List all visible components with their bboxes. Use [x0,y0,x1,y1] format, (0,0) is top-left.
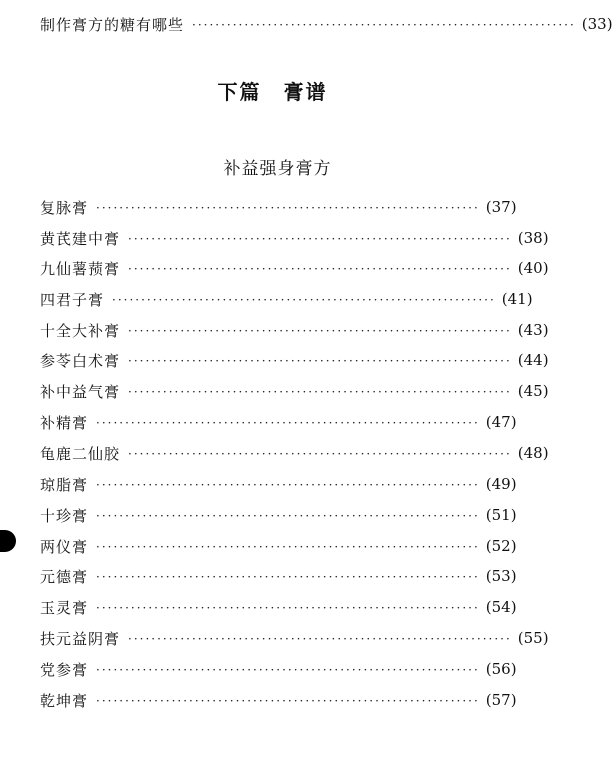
dot-leader: ·································································· [192,18,576,32]
dot-leader: ·································································· [96,663,480,677]
entry-page-number: (43) [517,321,549,339]
entry-title: 四君子膏 [40,290,105,309]
entry-page-number: (33) [581,15,613,33]
entry-page-number: (49) [485,475,517,493]
toc-entry [40,287,533,311]
dot-leader: ·································································· [96,694,480,708]
dot-leader: ·································································· [96,201,480,215]
entry-title: 党参膏 [40,660,89,679]
part-heading: 下篇 膏谱 [217,80,328,104]
toc-entry [40,564,517,588]
entry-title: 元德膏 [40,567,89,586]
entry-page-number: (40) [517,259,549,277]
dot-leader: ·································································· [96,509,480,523]
entry-page-number: (55) [517,629,549,647]
dot-leader: ·································································· [128,354,512,368]
toc-entry [40,688,517,712]
entry-page-number: (52) [485,537,517,555]
dot-leader: ·································································· [128,232,512,246]
entry-title: 参苓白术膏 [40,351,121,370]
toc-entry [40,226,549,250]
entry-title: 两仪膏 [40,537,89,556]
toc-entry [40,318,549,342]
entry-page-number: (56) [485,660,517,678]
entry-title: 玉灵膏 [40,598,89,617]
section-heading: 补益强身膏方 [223,159,332,179]
entry-page-number: (44) [517,351,549,369]
dot-leader: ·································································· [96,570,480,584]
entry-title: 制作膏方的糖有哪些 [40,15,185,34]
entry-page-number: (51) [485,506,517,524]
entry-page-number: (47) [485,413,517,431]
entry-page-number: (45) [517,382,549,400]
toc-entry [40,534,517,558]
dot-leader: ·································································· [128,632,512,646]
dot-leader: ·································································· [96,416,480,430]
dot-leader: ·································································· [128,385,512,399]
entry-page-number: (48) [517,444,549,462]
dot-leader: ·································································· [128,262,512,276]
toc-entry [40,348,549,372]
toc-entry [40,441,549,465]
entry-title: 黄芪建中膏 [40,229,121,248]
toc-entry [40,256,549,280]
toc-entry [40,410,517,434]
toc-entry [40,503,517,527]
entry-title: 龟鹿二仙胶 [40,444,121,463]
toc-entry-top [40,12,613,36]
entry-title: 扶元益阴膏 [40,629,121,648]
toc-entry [40,379,549,403]
dot-leader: ·································································· [96,601,480,615]
toc-entry [40,626,549,650]
margin-bullet-mark [0,530,16,552]
entry-title: 十珍膏 [40,506,89,525]
entry-title: 九仙薯蓣膏 [40,259,121,278]
entry-page-number: (53) [485,567,517,585]
entry-title: 补中益气膏 [40,382,121,401]
dot-leader: ·································································· [128,447,512,461]
entry-title: 补精膏 [40,413,89,432]
entry-page-number: (41) [501,290,533,308]
dot-leader: ·································································· [128,324,512,338]
dot-leader: ·································································· [96,540,480,554]
entry-page-number: (54) [485,598,517,616]
toc-entry [40,195,517,219]
toc-entry [40,472,517,496]
entry-title: 复脉膏 [40,198,89,217]
entry-page-number: (57) [485,691,517,709]
toc-entry [40,595,517,619]
entry-title: 乾坤膏 [40,691,89,710]
toc-entry [40,657,517,681]
entry-page-number: (37) [485,198,517,216]
entry-title: 十全大补膏 [40,321,121,340]
entry-page-number: (38) [517,229,549,247]
entry-title: 琼脂膏 [40,475,89,494]
dot-leader: ·································································· [112,293,496,307]
dot-leader: ·································································· [96,478,480,492]
